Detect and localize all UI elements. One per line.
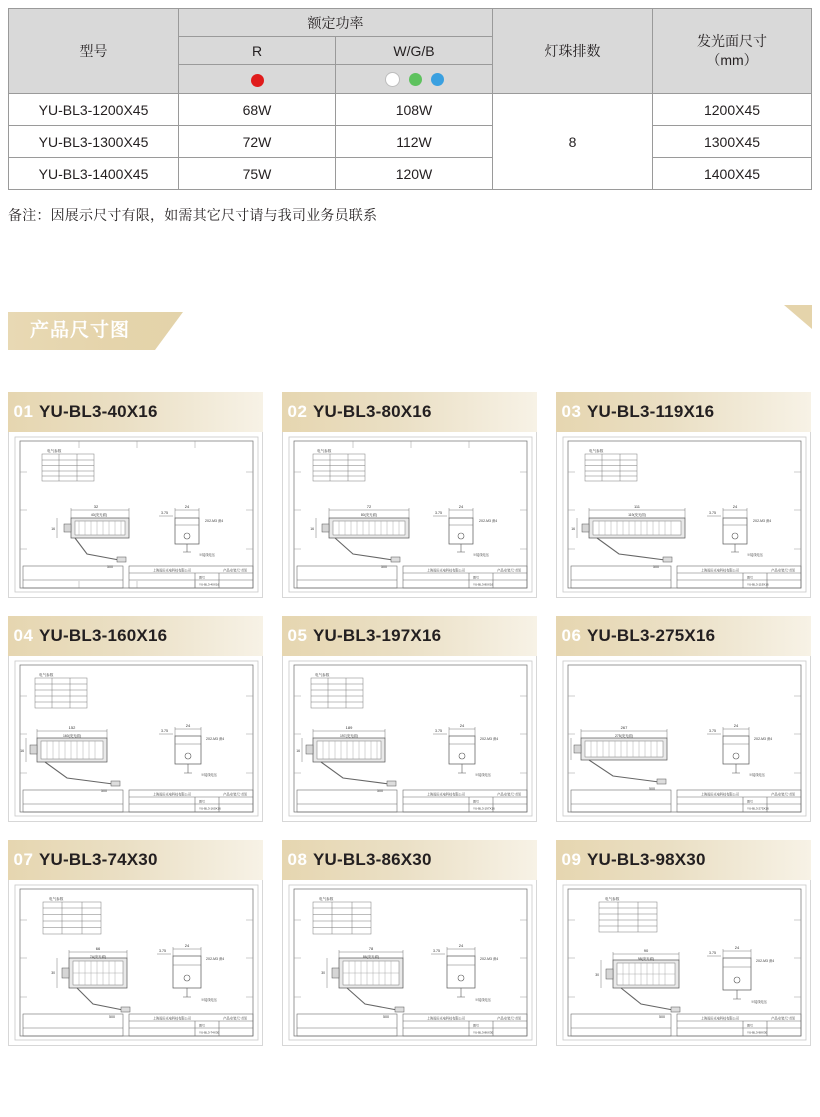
- svg-text:上海雨田光电科技有限公司: 上海雨田光电科技有限公司: [426, 792, 465, 797]
- svg-text:产品安装尺寸图: 产品安装尺寸图: [771, 568, 795, 573]
- svg-text:YU-BL3-86X30: YU-BL3-86X30: [473, 1030, 494, 1035]
- svg-text:2X2-M3 深4: 2X2-M3 深4: [480, 957, 499, 961]
- svg-text:电气参数: 电气参数: [319, 897, 334, 901]
- product-title: YU-BL3-197X16: [313, 626, 442, 645]
- product-drawing: [8, 880, 263, 1046]
- svg-text:上海雨田光电科技有限公司: 上海雨田光电科技有限公司: [152, 792, 191, 797]
- svg-text:30: 30: [321, 971, 325, 975]
- svg-text:YU-BL3-40X16: YU-BL3-40X16: [199, 582, 220, 587]
- header-emitting-size: [653, 9, 812, 94]
- svg-text:电气参数: 电气参数: [39, 673, 54, 677]
- table-note: 备注：因展示尺寸有限，如需其它尺寸请与我司业务员联系: [8, 207, 378, 223]
- svg-text:产品安装尺寸图: 产品安装尺寸图: [497, 1016, 521, 1021]
- svg-text:152: 152: [68, 725, 76, 730]
- svg-text:产品安装尺寸图: 产品安装尺寸图: [497, 568, 521, 573]
- svg-text:24: 24: [733, 723, 739, 728]
- product-index: 02: [287, 402, 308, 421]
- svg-text:电气参数: 电气参数: [605, 897, 620, 901]
- svg-text:3.75: 3.75: [161, 511, 168, 515]
- technical-drawing-icon: [283, 432, 536, 597]
- dot-blue: [431, 73, 444, 86]
- product-drawing: [282, 432, 537, 598]
- svg-text:98(发光面): 98(发光面): [637, 957, 655, 961]
- product-card-header: [556, 616, 811, 656]
- svg-text:3.75: 3.75: [709, 729, 716, 733]
- header-power-r: R: [179, 37, 336, 65]
- section-title: 产品尺寸图: [30, 320, 131, 341]
- product-drawing: [282, 880, 537, 1046]
- cell-power-wgb: 120W: [336, 158, 493, 190]
- svg-text:图号: 图号: [199, 575, 206, 580]
- svg-text:16: 16: [571, 527, 575, 531]
- product-card[interactable]: [282, 840, 537, 1046]
- svg-text:500: 500: [377, 789, 383, 793]
- svg-text:24: 24: [184, 504, 190, 509]
- svg-text:16: 16: [20, 749, 24, 753]
- svg-text:500: 500: [109, 1015, 115, 1019]
- svg-text:32: 32: [93, 504, 99, 509]
- cell-led-rows: 8: [493, 94, 653, 190]
- cell-power-wgb: 108W: [336, 94, 493, 126]
- header-emitting-size-line1: 发光面尺寸: [697, 33, 767, 50]
- svg-text:2X2-M3 深4: 2X2-M3 深4: [206, 737, 225, 741]
- product-drawing: [556, 432, 811, 598]
- product-index: 01: [13, 402, 34, 421]
- header-power: 额定功率: [179, 9, 493, 37]
- svg-text:※接线电压: ※接线电压: [749, 773, 765, 777]
- svg-text:275(发光面): 275(发光面): [614, 734, 634, 738]
- product-drawing: [556, 656, 811, 822]
- svg-text:上海雨田光电科技有限公司: 上海雨田光电科技有限公司: [426, 568, 465, 573]
- cell-size: 1400X45: [653, 158, 812, 190]
- product-index: 07: [13, 850, 34, 869]
- svg-text:119(发光面): 119(发光面): [628, 513, 646, 517]
- product-drawing: [8, 656, 263, 822]
- product-drawing: [8, 432, 263, 598]
- dot-red: [251, 74, 264, 87]
- product-card[interactable]: [556, 392, 811, 598]
- product-title: YU-BL3-40X16: [39, 402, 158, 421]
- svg-text:上海雨田光电科技有限公司: 上海雨田光电科技有限公司: [152, 568, 191, 573]
- svg-text:3.75: 3.75: [709, 511, 716, 515]
- product-card-header: [8, 616, 263, 656]
- color-dots-r: [179, 65, 336, 94]
- product-card[interactable]: [556, 616, 811, 822]
- svg-text:111: 111: [633, 504, 641, 509]
- product-card-header: [282, 616, 537, 656]
- product-index: 06: [561, 626, 582, 645]
- svg-text:产品安装尺寸图: 产品安装尺寸图: [771, 1016, 795, 1021]
- svg-text:16: 16: [310, 527, 314, 531]
- svg-text:74(发光面): 74(发光面): [89, 955, 107, 959]
- svg-text:产品安装尺寸图: 产品安装尺寸图: [497, 792, 521, 797]
- svg-text:90: 90: [643, 948, 649, 953]
- svg-text:500: 500: [381, 565, 387, 569]
- technical-drawing-icon: [9, 432, 262, 597]
- header-emitting-size-line2: （mm）: [706, 52, 758, 68]
- header-led-rows: 灯珠排数: [493, 9, 653, 94]
- svg-text:3.75: 3.75: [709, 951, 716, 955]
- svg-text:80(发光面): 80(发光面): [360, 513, 378, 517]
- table-row: [9, 158, 812, 190]
- product-index: 04: [13, 626, 34, 645]
- table-row: [9, 126, 812, 158]
- cell-model: YU-BL3-1400X45: [9, 158, 179, 190]
- svg-text:※接线电压: ※接线电压: [747, 553, 763, 557]
- svg-text:2X2-M3 深4: 2X2-M3 深4: [480, 737, 499, 741]
- svg-text:图号: 图号: [199, 1023, 206, 1028]
- svg-text:电气参数: 电气参数: [317, 449, 332, 453]
- svg-text:16: 16: [51, 527, 55, 531]
- svg-text:2X2-M3 深4: 2X2-M3 深4: [479, 519, 498, 523]
- section-banner: [8, 312, 183, 350]
- svg-text:图号: 图号: [747, 1023, 754, 1028]
- spec-table: [8, 8, 812, 190]
- product-index: 03: [561, 402, 582, 421]
- svg-text:YU-BL3-80X16: YU-BL3-80X16: [473, 582, 494, 587]
- svg-text:产品安装尺寸图: 产品安装尺寸图: [223, 792, 247, 797]
- technical-drawing-icon: [557, 656, 810, 821]
- svg-text:189: 189: [345, 725, 353, 730]
- svg-text:24: 24: [459, 723, 465, 728]
- cell-power-r: 75W: [179, 158, 336, 190]
- svg-text:图号: 图号: [747, 799, 754, 804]
- cell-size: 1200X45: [653, 94, 812, 126]
- svg-text:YU-BL3-119X16: YU-BL3-119X16: [747, 582, 769, 587]
- svg-text:产品安装尺寸图: 产品安装尺寸图: [223, 568, 247, 573]
- svg-text:产品安装尺寸图: 产品安装尺寸图: [223, 1016, 247, 1021]
- svg-text:24: 24: [458, 943, 464, 948]
- svg-text:267: 267: [620, 725, 628, 730]
- svg-text:2X2-M3 深4: 2X2-M3 深4: [206, 957, 225, 961]
- svg-text:2X2-M3 深4: 2X2-M3 深4: [754, 737, 773, 741]
- svg-text:电气参数: 电气参数: [589, 449, 604, 453]
- product-card[interactable]: [282, 392, 537, 598]
- svg-text:图号: 图号: [199, 799, 206, 804]
- svg-text:上海雨田光电科技有限公司: 上海雨田光电科技有限公司: [426, 1016, 465, 1021]
- corner-decoration: [784, 305, 812, 329]
- svg-text:电气参数: 电气参数: [47, 449, 62, 453]
- svg-text:YU-BL3-98X30: YU-BL3-98X30: [747, 1030, 768, 1035]
- technical-drawing-icon: [9, 880, 262, 1045]
- svg-text:3.75: 3.75: [433, 949, 440, 953]
- svg-text:上海雨田光电科技有限公司: 上海雨田光电科技有限公司: [152, 1016, 191, 1021]
- svg-text:※接线电压: ※接线电压: [199, 553, 215, 557]
- svg-text:上海雨田光电科技有限公司: 上海雨田光电科技有限公司: [700, 792, 739, 797]
- svg-text:2X2-M3 深4: 2X2-M3 深4: [205, 519, 224, 523]
- cell-model: YU-BL3-1300X45: [9, 126, 179, 158]
- product-title: YU-BL3-119X16: [587, 402, 715, 421]
- svg-text:※接线电压: ※接线电压: [201, 998, 217, 1002]
- svg-text:2X2-M3 深4: 2X2-M3 深4: [753, 519, 772, 523]
- svg-text:500: 500: [107, 565, 113, 569]
- product-title: YU-BL3-275X16: [587, 626, 716, 645]
- svg-text:产品安装尺寸图: 产品安装尺寸图: [771, 792, 795, 797]
- product-card-header: [282, 392, 537, 432]
- product-card[interactable]: [8, 840, 263, 1046]
- svg-text:500: 500: [383, 1015, 389, 1019]
- cell-power-r: 68W: [179, 94, 336, 126]
- svg-text:24: 24: [734, 945, 740, 950]
- product-index: 05: [287, 626, 308, 645]
- svg-text:3.75: 3.75: [435, 511, 442, 515]
- color-dots-wgb: [336, 65, 493, 94]
- svg-text:3.75: 3.75: [435, 729, 442, 733]
- product-card-header: [556, 840, 811, 880]
- technical-drawing-icon: [557, 432, 810, 597]
- svg-text:16: 16: [296, 749, 300, 753]
- svg-text:3.75: 3.75: [159, 949, 166, 953]
- spec-table-container: [8, 8, 812, 190]
- header-power-wgb: W/G/B: [336, 37, 493, 65]
- product-title: YU-BL3-98X30: [587, 850, 706, 869]
- technical-drawing-icon: [283, 656, 536, 821]
- svg-text:YU-BL3-275X16: YU-BL3-275X16: [747, 806, 769, 811]
- svg-text:30: 30: [595, 973, 599, 977]
- product-title: YU-BL3-80X16: [313, 402, 432, 421]
- svg-text:上海雨田光电科技有限公司: 上海雨田光电科技有限公司: [700, 1016, 739, 1021]
- product-title: YU-BL3-74X30: [39, 850, 158, 869]
- svg-text:86(发光面): 86(发光面): [362, 955, 380, 959]
- product-card[interactable]: [282, 616, 537, 822]
- product-index: 08: [287, 850, 308, 869]
- svg-text:40(发光面): 40(发光面): [90, 513, 108, 517]
- svg-text:2X2-M3 深4: 2X2-M3 深4: [756, 959, 775, 963]
- table-row: [9, 94, 812, 126]
- technical-drawing-icon: [9, 656, 262, 821]
- product-drawing: [556, 880, 811, 1046]
- svg-text:500: 500: [101, 789, 107, 793]
- svg-text:197(发光面): 197(发光面): [339, 734, 359, 738]
- svg-text:30: 30: [51, 971, 55, 975]
- svg-text:24: 24: [184, 943, 190, 948]
- svg-text:图号: 图号: [473, 1023, 480, 1028]
- product-title: YU-BL3-160X16: [39, 626, 168, 645]
- product-title: YU-BL3-86X30: [313, 850, 432, 869]
- cell-power-r: 72W: [179, 126, 336, 158]
- svg-text:※接线电压: ※接线电压: [475, 773, 491, 777]
- svg-text:※接线电压: ※接线电压: [751, 1000, 767, 1004]
- product-card[interactable]: [556, 840, 811, 1046]
- product-card-header: [282, 840, 537, 880]
- svg-text:※接线电压: ※接线电压: [473, 553, 489, 557]
- header-model: 型号: [9, 9, 179, 94]
- dot-green: [409, 73, 422, 86]
- svg-text:电气参数: 电气参数: [315, 673, 330, 677]
- svg-text:YU-BL3-197X16: YU-BL3-197X16: [473, 806, 495, 811]
- cell-size: 1300X45: [653, 126, 812, 158]
- svg-text:66: 66: [95, 946, 101, 951]
- product-card-header: [556, 392, 811, 432]
- product-drawing: [282, 656, 537, 822]
- product-card-header: [8, 840, 263, 880]
- svg-text:500: 500: [659, 1015, 665, 1019]
- technical-drawing-icon: [283, 880, 536, 1045]
- svg-text:3.75: 3.75: [161, 729, 168, 733]
- svg-text:160(发光面): 160(发光面): [62, 734, 82, 738]
- product-index: 09: [561, 850, 582, 869]
- svg-text:图号: 图号: [473, 575, 480, 580]
- svg-text:72: 72: [366, 504, 372, 509]
- product-card[interactable]: [8, 616, 263, 822]
- svg-text:500: 500: [649, 787, 655, 791]
- cell-power-wgb: 112W: [336, 126, 493, 158]
- svg-text:500: 500: [653, 565, 659, 569]
- corner-triangle-icon: [784, 305, 812, 329]
- svg-text:图号: 图号: [747, 575, 754, 580]
- svg-text:YU-BL3-160X16: YU-BL3-160X16: [199, 806, 221, 811]
- svg-text:※接线电压: ※接线电压: [201, 773, 217, 777]
- product-card[interactable]: [8, 392, 263, 598]
- product-grid: [8, 392, 812, 1046]
- svg-text:电气参数: 电气参数: [49, 897, 64, 901]
- product-card-header: [8, 392, 263, 432]
- svg-text:24: 24: [732, 504, 738, 509]
- svg-text:图号: 图号: [473, 799, 480, 804]
- svg-text:上海雨田光电科技有限公司: 上海雨田光电科技有限公司: [700, 568, 739, 573]
- svg-text:24: 24: [185, 723, 191, 728]
- svg-text:※接线电压: ※接线电压: [475, 998, 491, 1002]
- cell-model: YU-BL3-1200X45: [9, 94, 179, 126]
- technical-drawing-icon: [557, 880, 810, 1045]
- svg-text:24: 24: [458, 504, 464, 509]
- svg-text:YU-BL3-74X30: YU-BL3-74X30: [199, 1030, 220, 1035]
- dot-white: [385, 72, 400, 87]
- svg-text:78: 78: [368, 946, 374, 951]
